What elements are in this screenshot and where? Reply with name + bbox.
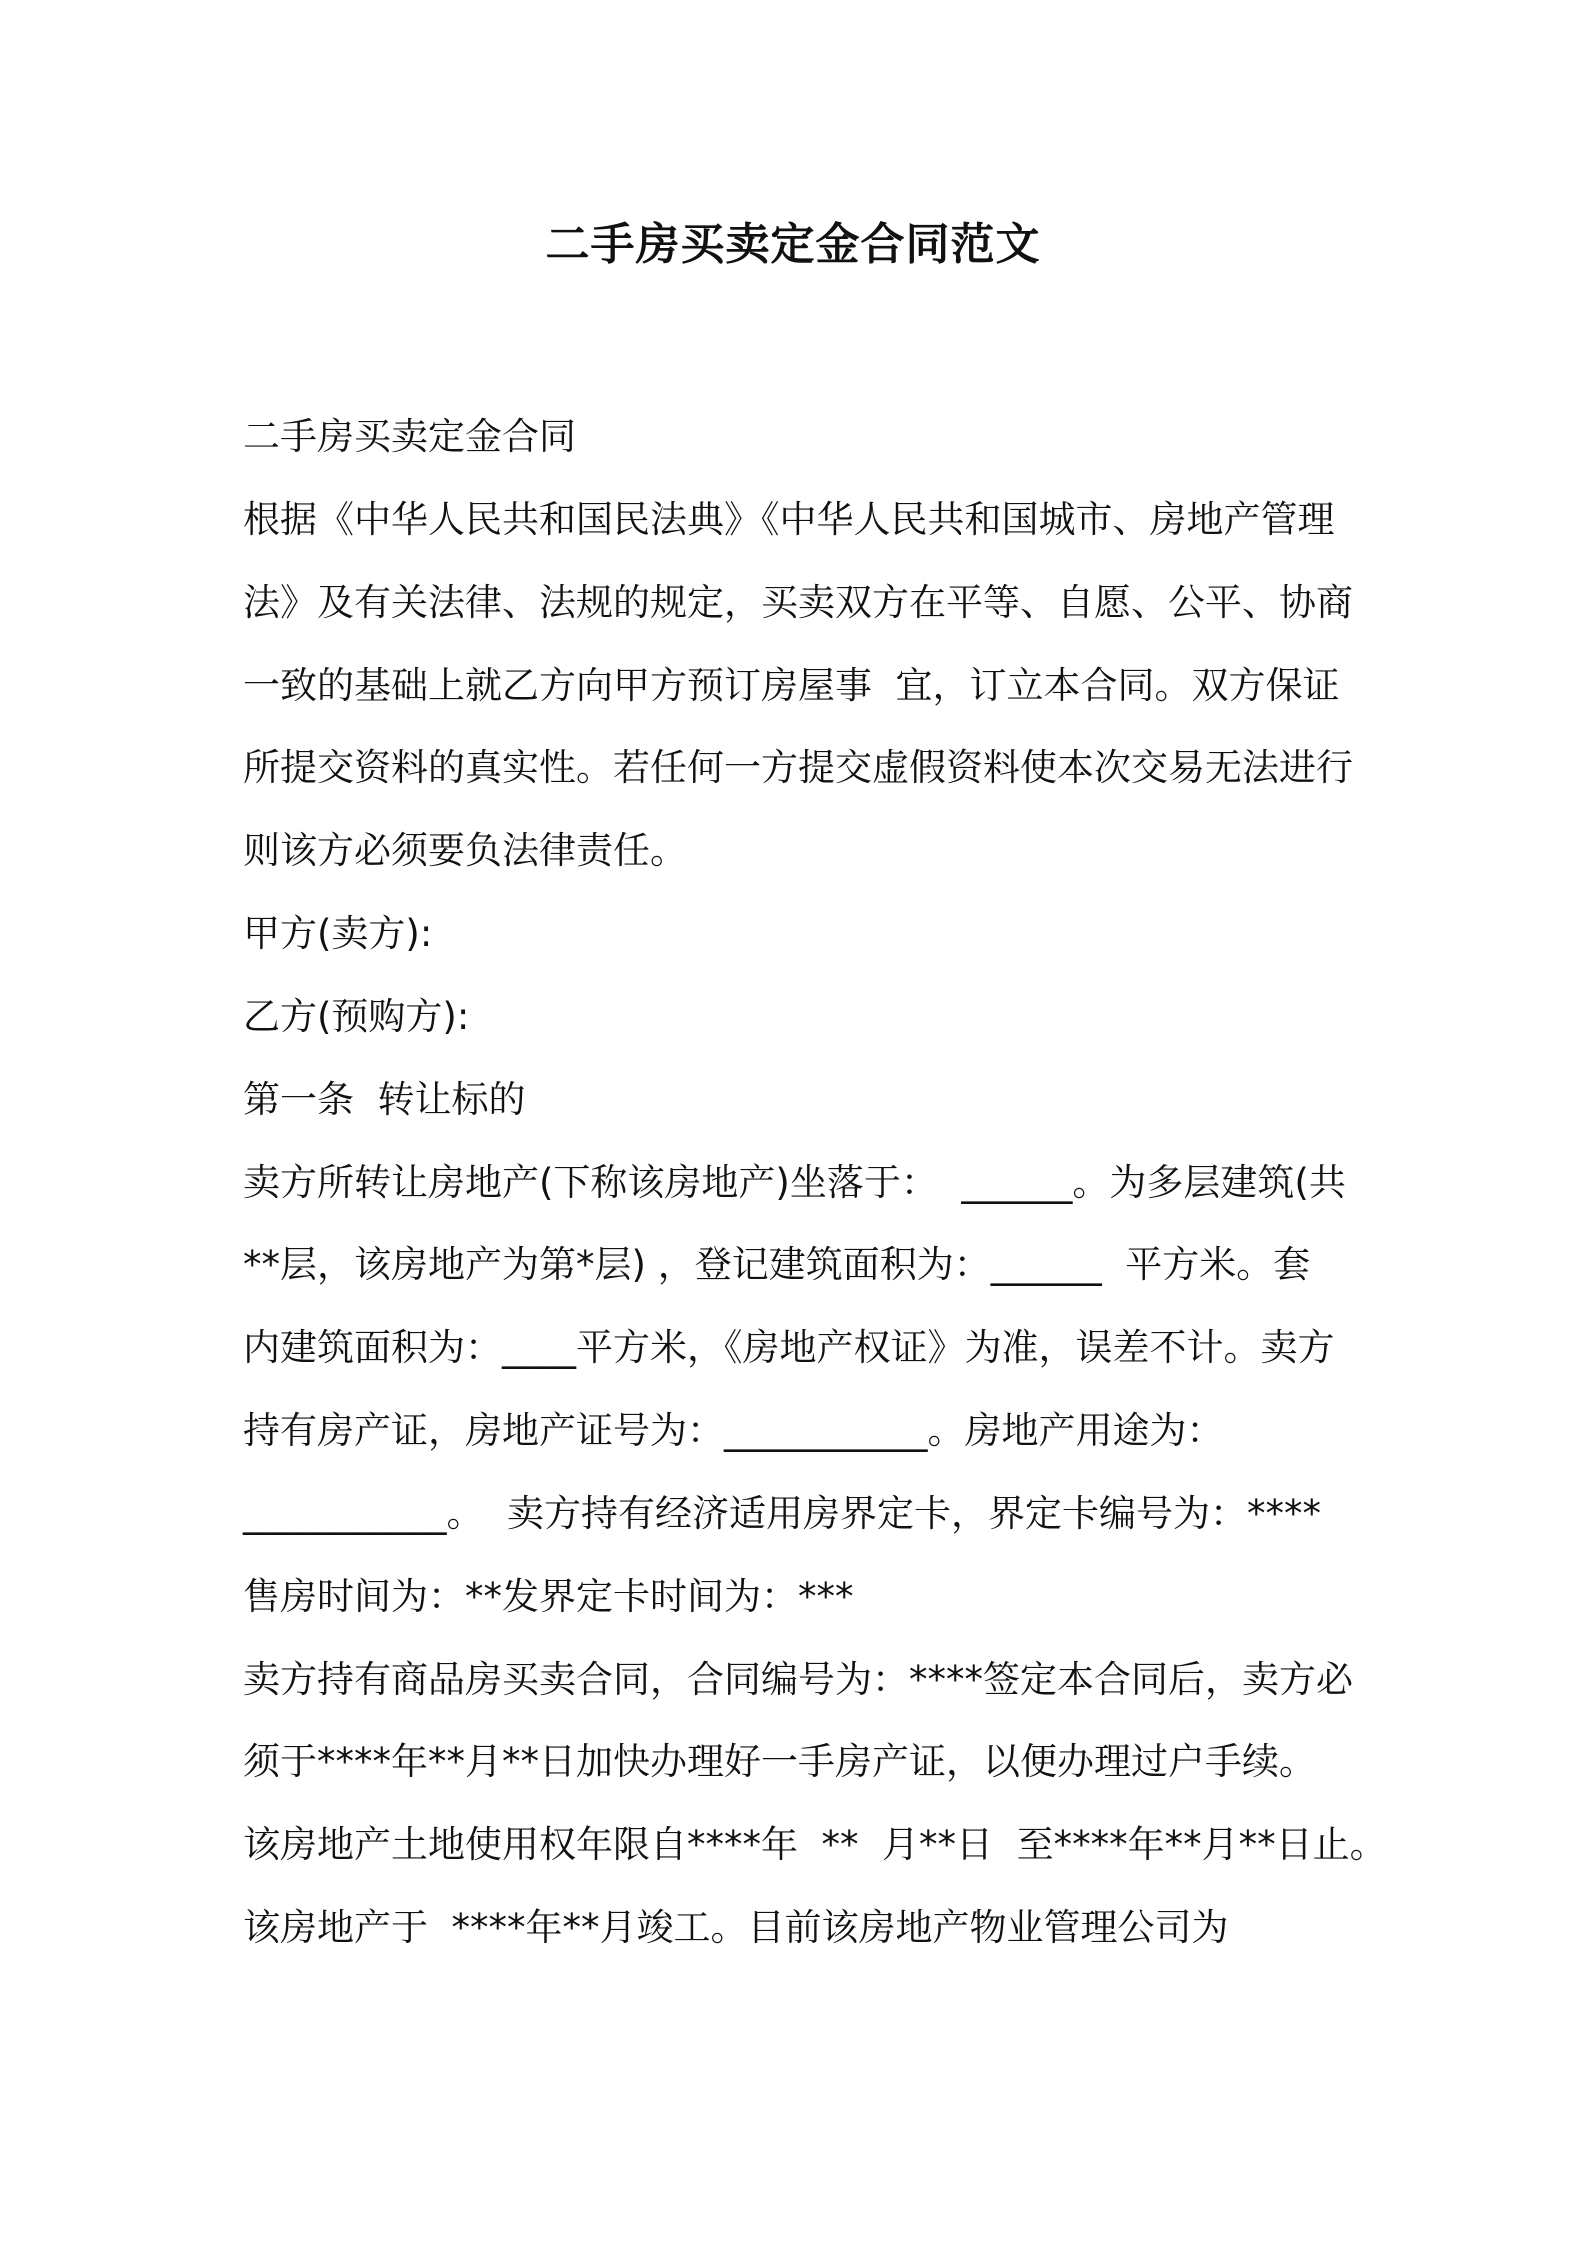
- body-line: ___________。 卖方持有经济适用房界定卡，界定卡编号为：****: [243, 1492, 1322, 1535]
- body-line: 卖方持有商品房买卖合同，合同编号为：****签定本合同后，卖方必: [243, 1658, 1353, 1701]
- body-line: 所提交资料的真实性。若任何一方提交虚假资料使本次交易无法进行: [243, 746, 1353, 789]
- party-b-line: 乙方(预购方):: [243, 995, 470, 1038]
- body-line: 一致的基础上就乙方向甲方预订房屋事 宜，订立本合同。双方保证: [243, 664, 1340, 707]
- party-a-line: 甲方(卖方):: [243, 912, 433, 955]
- body-line: 则该方必须要负法律责任。: [243, 829, 687, 872]
- body-line: 该房地产于 ****年**月竣工。目前该房地产物业管理公司为: [243, 1906, 1229, 1949]
- body-line: 卖方所转让房地产(下称该房地产)坐落于： ______。为多层建筑(共: [243, 1161, 1346, 1204]
- body-line: 须于****年**月**日加快办理好一手房产证，以便办理过户手续。: [243, 1740, 1316, 1783]
- document-title: 二手房买卖定金合同范文: [545, 219, 1041, 270]
- body-line: 法》及有关法律、法规的规定，买卖双方在平等、自愿、公平、协商: [243, 581, 1353, 624]
- article-heading: 第一条 转让标的: [243, 1078, 526, 1121]
- body-line: 根据《中华人民共和国民法典》《中华人民共和国城市、房地产管理: [243, 498, 1335, 541]
- body-line: 内建筑面积为：____平方米，《房地产权证》为准，误差不计。卖方: [243, 1326, 1335, 1369]
- body-line: 售房时间为：**发界定卡时间为：***: [243, 1575, 854, 1618]
- body-line: **层，该房地产为第*层) ，登记建筑面积为：______ 平方米。套: [243, 1243, 1311, 1286]
- body-line: 持有房产证，房地产证号为：___________。房地产用途为：: [243, 1409, 1224, 1452]
- body-line: 该房地产土地使用权年限自****年 ** 月**日 至****年**月**日止。: [243, 1823, 1387, 1866]
- contract-subtitle: 二手房买卖定金合同: [243, 415, 576, 458]
